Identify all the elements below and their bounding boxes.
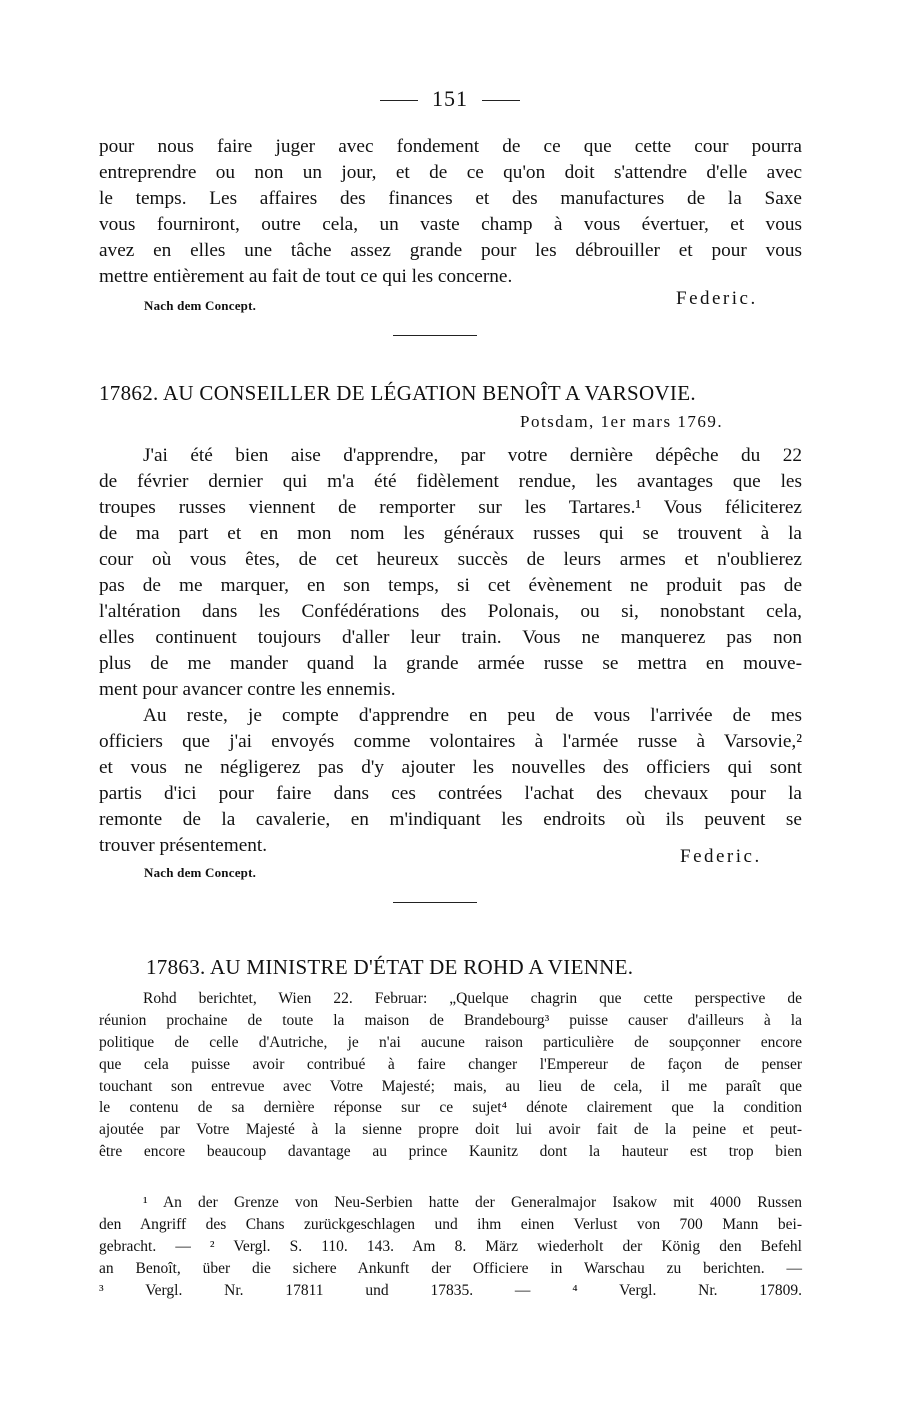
text-line: Rohd berichtet, Wien 22. Februar: „Quelque chagrin que cette perspective de bbox=[143, 990, 802, 1007]
letter-heading: 17863. AU MINISTRE D'ÉTAT DE ROHD A VIENNE. bbox=[146, 955, 634, 979]
text-line: officiers que j'ai envoyés comme volontaires à l'armée russe à Varsovie,² bbox=[99, 731, 802, 752]
text-line: que cela puisse avoir contribué à faire changer l'Empereur de façon de penser bbox=[99, 1055, 802, 1073]
text-line: vous fourniront, outre cela, un vaste champ à vous évertuer, et vous bbox=[99, 214, 802, 235]
page-number: 151 bbox=[432, 86, 468, 111]
footnote-line: den Angriff des Chans zurückgeschlagen und ihm einen Verlust von 700 Mann bei- bbox=[99, 1216, 802, 1233]
letter-paragraph-2 bbox=[99, 703, 802, 859]
letter-paragraph-1 bbox=[99, 443, 802, 703]
text-line: de février dernier qui m'a été fidèlement rendue, les avantages que les bbox=[99, 471, 802, 492]
section-divider bbox=[393, 335, 477, 336]
text-line: J'ai été bien aise d'apprendre, par votre dernière dépêche du 22 bbox=[143, 445, 802, 466]
page-number-dash-left bbox=[380, 100, 418, 101]
text-line: pour nous faire juger avec fondement de ce que cette cour pourra bbox=[99, 136, 802, 157]
source-note: Nach dem Concept. bbox=[144, 298, 257, 313]
section-divider bbox=[393, 902, 477, 903]
text-line: et vous ne négligerez pas d'y ajouter les nouvelles des officiers qui sont bbox=[99, 757, 802, 778]
text-line: mettre entièrement au fait de tout ce qui les concerne. bbox=[99, 266, 513, 287]
text-line: elles continuent toujours d'aller leur train. Vous ne manquerez pas non bbox=[99, 627, 802, 648]
text-line: cour où vous êtes, de cet heureux succès de leurs armes et n'oublierez bbox=[99, 549, 802, 570]
text-line: entreprendre ou non un jour, et de ce qu'on doit s'attendre d'elle avec bbox=[99, 162, 802, 183]
text-line: ment pour avancer contre les ennemis. bbox=[99, 679, 396, 700]
text-line: avez en elles une tâche assez grande pour les débrouiller et pour vous bbox=[99, 240, 802, 261]
text-line: être encore beaucoup davantage au prince Kaunitz dont la hauteur est trop bien bbox=[99, 1143, 802, 1161]
text-line: réunion prochaine de toute la maison de Brandebourg³ puisse causer d'ailleurs à la bbox=[99, 1011, 802, 1029]
signature: Federic. bbox=[680, 846, 762, 867]
text-line: Au reste, je compte d'apprendre en peu de vous l'arrivée de mes bbox=[143, 705, 802, 726]
source-note: Nach dem Concept. bbox=[144, 865, 257, 880]
text-line: trouver présentement. bbox=[99, 835, 268, 856]
footnote-line: an Benoît, über die sichere Ankunft der Officiere in Warschau zu berichten. — bbox=[99, 1260, 802, 1277]
letter-heading: 17862. AU CONSEILLER DE LÉGATION BENOÎT A VARSOVIE. bbox=[99, 381, 696, 405]
dateline: Potsdam, 1er mars 1769. bbox=[520, 412, 724, 431]
page-number-header bbox=[0, 86, 900, 112]
text-line: le temps. Les affaires des finances et des manufactures de la Saxe bbox=[99, 188, 802, 209]
text-line: l'altération dans les Confédérations des Polonais, ou si, nonobstant cela, bbox=[99, 601, 802, 622]
footnote-line: gebracht. — ² Vergl. S. 110. 143. Am 8. März wiederholt der König den Befehl bbox=[99, 1238, 802, 1255]
report-excerpt bbox=[99, 988, 802, 1163]
text-line: remonte de la cavalerie, en m'indiquant les endroits où ils peuvent se bbox=[99, 809, 802, 830]
text-line: touchant son entrevue avec Votre Majesté; mais, au lieu de cela, il me paraît que bbox=[99, 1077, 802, 1095]
footnote-line: ¹ An der Grenze von Neu-Serbien hatte der Generalmajor Isakow mit 4000 Russen bbox=[143, 1194, 802, 1211]
footnote-line: ³ Vergl. Nr. 17811 und 17835. — ⁴ Vergl. Nr. 17809. bbox=[99, 1282, 802, 1299]
signature: Federic. bbox=[676, 288, 758, 309]
text-line: troupes russes viennent de remporter sur les Tartares.¹ Vous féliciterez bbox=[99, 497, 802, 518]
text-line: partis d'ici pour faire dans ces contrées l'achat des chevaux pour la bbox=[99, 783, 802, 804]
text-line: le contenu de sa dernière réponse sur ce sujet⁴ dénote clairement que la condition bbox=[99, 1099, 802, 1117]
text-line: politique de celle d'Autriche, je n'ai aucune raison particulière de soupçonner encore bbox=[99, 1033, 802, 1051]
text-line: pas de me marquer, en son temps, si cet évènement ne produit pas de bbox=[99, 575, 802, 596]
text-line: de ma part et en mon nom les généraux russes qui se trouvent à la bbox=[99, 523, 802, 544]
intro-paragraph bbox=[99, 134, 802, 290]
page-number-dash-right bbox=[482, 100, 520, 101]
footnotes bbox=[99, 1192, 802, 1302]
text-line: plus de me mander quand la grande armée russe se mettra en mouve- bbox=[99, 653, 802, 674]
text-line: ajoutée par Votre Majesté à la sienne propre doit lui avoir fait de la peine et peut- bbox=[99, 1121, 802, 1139]
